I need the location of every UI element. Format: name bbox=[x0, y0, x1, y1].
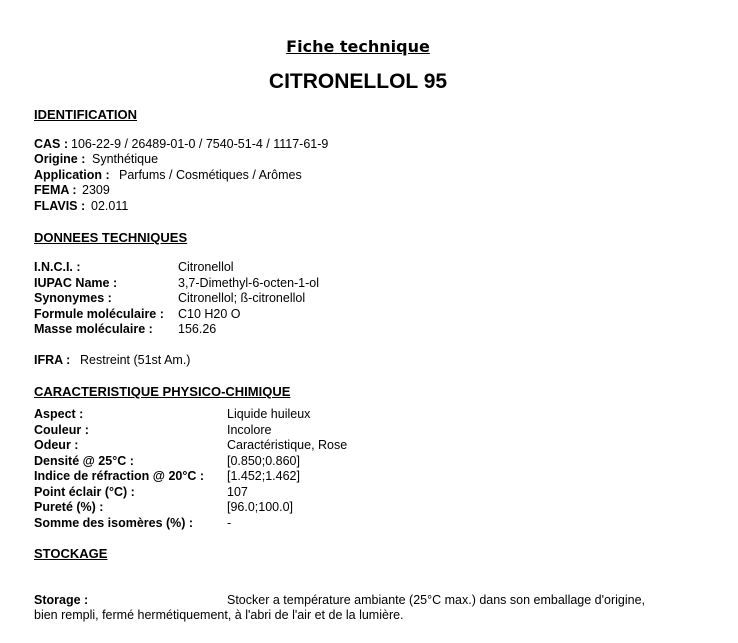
physico-row-couleur bbox=[34, 423, 714, 438]
physico-value: - bbox=[227, 516, 232, 530]
physico-row-purete bbox=[34, 500, 714, 515]
ident-value: 106-22-9 / 26489-01-0 / 7540-51-4 / 1117-61-9 bbox=[71, 137, 329, 151]
physico-row-indice-refraction bbox=[34, 469, 714, 484]
physico-label: Somme des isomères (%) : bbox=[34, 516, 194, 530]
ident-value: 02.011 bbox=[91, 199, 129, 213]
tech-row-formule bbox=[34, 307, 714, 322]
storage-label: Storage : bbox=[34, 593, 89, 607]
storage-value-line2: bien rempli, fermé hermétiquement, à l'abri de l'air et de la lumière. bbox=[34, 608, 404, 622]
tech-label: Formule moléculaire : bbox=[34, 307, 164, 321]
tech-value: 156.26 bbox=[178, 322, 217, 336]
section-title-technical-data: DONNEES TECHNIQUES bbox=[34, 230, 188, 245]
physico-value: Incolore bbox=[227, 423, 272, 437]
tech-value: C10 H20 O bbox=[178, 307, 241, 321]
ident-label: FLAVIS : bbox=[34, 199, 86, 213]
document-type-heading: Fiche technique bbox=[286, 37, 430, 56]
ident-row-flavis bbox=[34, 199, 714, 214]
physico-row-densite bbox=[34, 454, 714, 469]
physico-row-aspect bbox=[34, 407, 714, 422]
ifra-label: IFRA : bbox=[34, 353, 71, 367]
ident-label: Application : bbox=[34, 168, 110, 182]
ident-row-cas bbox=[34, 137, 714, 152]
ident-value: Synthétique bbox=[92, 152, 159, 166]
physico-value: Caractéristique, Rose bbox=[227, 438, 348, 452]
physico-label: Odeur : bbox=[34, 438, 79, 452]
ifra-value: Restreint (51st Am.) bbox=[80, 353, 191, 367]
ident-row-fema bbox=[34, 183, 714, 198]
physico-value: [1.452;1.462] bbox=[227, 469, 300, 483]
ident-value: 2309 bbox=[82, 183, 110, 197]
physico-value: [96.0;100.0] bbox=[227, 500, 294, 514]
physico-value: [0.850;0.860] bbox=[227, 454, 300, 468]
tech-label: Synonymes : bbox=[34, 291, 112, 305]
tech-row-synonymes bbox=[34, 291, 714, 306]
tech-row-masse bbox=[34, 322, 714, 337]
storage-row-continued bbox=[34, 608, 714, 623]
product-name-title: CITRONELLOL 95 bbox=[268, 70, 448, 93]
ident-row-application bbox=[34, 168, 714, 183]
physico-label: Indice de réfraction @ 20°C : bbox=[34, 469, 205, 483]
tech-label: Masse moléculaire : bbox=[34, 322, 153, 336]
storage-row bbox=[34, 593, 714, 608]
physico-row-odeur bbox=[34, 438, 714, 453]
physico-label: Pureté (%) : bbox=[34, 500, 104, 514]
physico-value: 107 bbox=[227, 485, 248, 499]
section-title-identification: IDENTIFICATION bbox=[34, 107, 138, 122]
physico-row-isomeres bbox=[34, 516, 714, 531]
ident-label: CAS : bbox=[34, 137, 69, 151]
physico-label: Point éclair (°C) : bbox=[34, 485, 135, 499]
tech-row-iupac bbox=[34, 276, 714, 291]
storage-value-line1: Stocker a température ambiante (25°C max.) dans son emballage d'origine, bbox=[227, 593, 646, 607]
ident-label: Origine : bbox=[34, 152, 86, 166]
tech-value: 3,7-Dimethyl-6-octen-1-ol bbox=[178, 276, 320, 290]
physico-label: Aspect : bbox=[34, 407, 84, 421]
tech-value: Citronellol bbox=[178, 260, 234, 274]
ident-row-origine bbox=[34, 152, 714, 167]
physico-label: Couleur : bbox=[34, 423, 89, 437]
physico-label: Densité @ 25°C : bbox=[34, 454, 134, 468]
physico-row-point-eclair bbox=[34, 485, 714, 500]
tech-label: IUPAC Name : bbox=[34, 276, 118, 290]
physico-value: Liquide huileux bbox=[227, 407, 311, 421]
section-title-storage: STOCKAGE bbox=[34, 546, 108, 561]
ident-value: Parfums / Cosmétiques / Arômes bbox=[119, 168, 302, 182]
tech-row-inci bbox=[34, 260, 714, 275]
tech-row-ifra bbox=[34, 353, 714, 368]
tech-label: I.N.C.I. : bbox=[34, 260, 81, 274]
section-title-physico-chemical: CARACTERISTIQUE PHYSICO-CHIMIQUE bbox=[34, 384, 291, 399]
ident-label: FEMA : bbox=[34, 183, 77, 197]
tech-value: Citronellol; ß-citronellol bbox=[178, 291, 306, 305]
